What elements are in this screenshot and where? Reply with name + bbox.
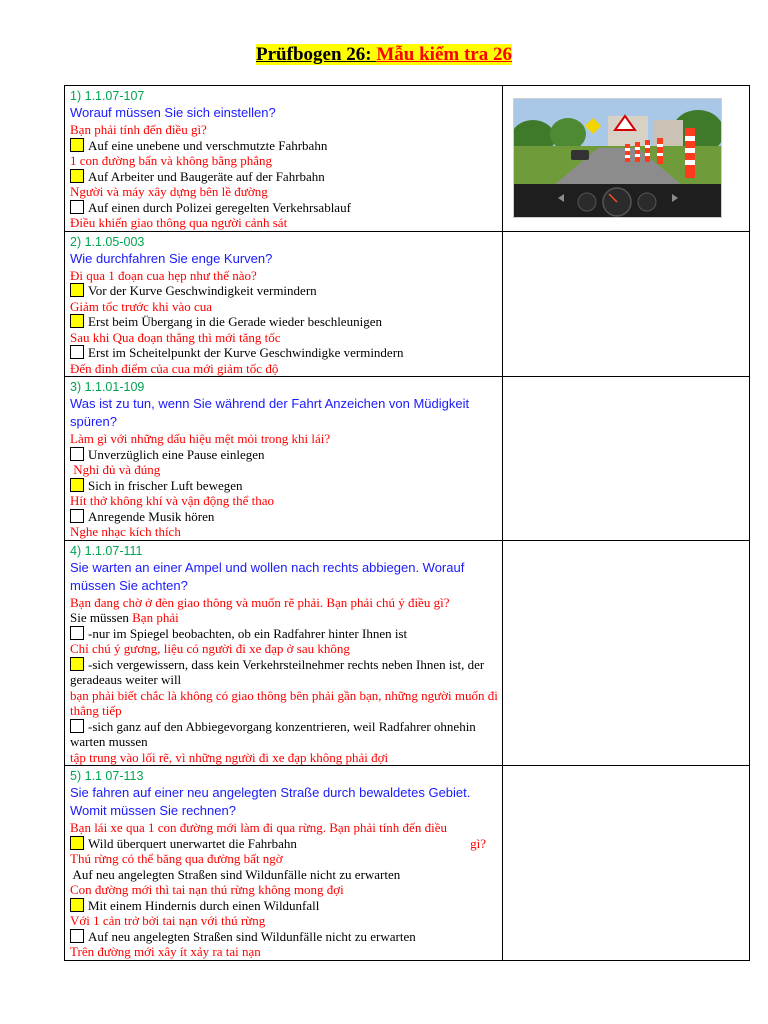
answer-option: Auf einen durch Polizei geregelten Verkehrsablauf	[70, 200, 498, 216]
answer-translation: 1 con đường bẩn và không bằng phẳng	[70, 153, 273, 168]
question-vietnamese: Bạn đang chờ ở đèn giao thông và muốn rẽ phải. Bạn phải chú ý điều gì?	[70, 594, 450, 610]
answer-translation: Nghỉ đủ và đúng	[70, 462, 161, 477]
answer-checkbox-checked[interactable]	[70, 898, 84, 912]
question-cell	[65, 766, 503, 961]
question-row	[65, 766, 750, 961]
answer-checkbox-unchecked[interactable]	[70, 447, 84, 461]
question-cell	[65, 231, 503, 377]
answer-option: Sich in frischer Luft bewegen	[70, 478, 498, 494]
image-cell	[503, 540, 750, 766]
answer-option: Auf neu angelegten Straßen sind Wildunfälle nicht zu erwarten	[70, 929, 498, 945]
answer-translation: Sau khi Qua đoạn thẳng thì mới tăng tốc	[70, 329, 281, 345]
answer-checkbox-unchecked[interactable]	[70, 626, 84, 640]
answer-checkbox-checked[interactable]	[70, 138, 84, 152]
driving-simulator-scene-icon	[513, 98, 722, 218]
image-cell	[503, 766, 750, 961]
answer-checkbox-unchecked[interactable]	[70, 200, 84, 214]
answer-option: -sich vergewissern, dass kein Verkehrsteilnehmer rechts neben Ihnen ist, der geradeaus weiter will	[70, 656, 485, 687]
question-vietnamese: Làm gì với những dấu hiệu mệt mỏi trong khi lái?	[70, 431, 331, 446]
question-cell	[65, 377, 503, 541]
answer-translation: Đến đỉnh điểm của cua mới giảm tốc độ	[70, 360, 279, 376]
question-german: Wie durchfahren Sie enge Kurven?	[70, 250, 273, 266]
answer-option: Anregende Musik hören	[70, 509, 498, 525]
answer-translation: Chỉ chú ý gương, liệu có người đi xe đạp ở sau không	[70, 641, 350, 656]
answer-checkbox-unchecked[interactable]	[70, 345, 84, 359]
answer-translation: Người và máy xây dựng bên lề đường	[70, 184, 268, 199]
question-vietnamese: Bạn lái xe qua 1 con đường mới làm đi qua rừng. Bạn phải tính đến điều	[70, 820, 447, 835]
question-german: Worauf müssen Sie sich einstellen?	[70, 105, 276, 120]
question-cell	[65, 86, 503, 232]
question-vietnamese: Bạn phải tính đến điều gì?	[70, 122, 207, 137]
answer-translation: Nghe nhạc kích thích	[70, 524, 181, 539]
question-number: 2) 1.1.05-003	[70, 234, 145, 249]
answer-translation: Với 1 cản trở bởi tai nạn với thú rừng	[70, 913, 266, 928]
answer-checkbox-unchecked[interactable]	[70, 929, 84, 943]
answer-translation: bạn phải biết chắc là không có giao thông bên phải gần bạn, những người muốn đi thẳng tiếp	[70, 687, 498, 718]
answer-option: -sich ganz auf den Abbiegevorgang konzentrieren, weil Radfahrer ohnehin warten mussen	[70, 718, 476, 749]
title-german: Prüfbogen 26:	[256, 44, 372, 65]
answer-option: Mit einem Hindernis durch einen Wildunfall	[70, 898, 498, 914]
answer-checkbox-unchecked[interactable]	[70, 509, 84, 523]
answer-option: -nur im Spiegel beobachten, ob ein Radfahrer hinter Ihnen ist	[70, 626, 498, 642]
question-number: 5) 1.1 07-113	[70, 769, 144, 783]
question-row	[65, 231, 750, 377]
image-cell	[503, 231, 750, 377]
question-german: Sie fahren auf einer neu angelegten Straße durch bewaldetes Gebiet. Womit müssen Sie rechnen?	[70, 785, 471, 818]
question-vietnamese: Đi qua 1 đoạn cua hẹp như thế nào?	[70, 267, 257, 283]
question-vietnamese-tail: gì?	[470, 835, 486, 851]
answer-checkbox-unchecked[interactable]	[70, 719, 84, 733]
answer-translation: Hít thở không khí và vận động thể thao	[70, 493, 275, 508]
answer-option: Auf neu angelegten Straßen sind Wildunfälle nicht zu erwarten	[70, 866, 401, 882]
question-german: Was ist zu tun, wenn Sie während der Fahrt Anzeichen von Müdigkeit spüren?	[70, 396, 470, 429]
answer-checkbox-checked[interactable]	[70, 836, 84, 850]
question-number: 3) 1.1.01-109	[70, 380, 145, 394]
title-vietnamese: Mẫu kiểm tra 26	[376, 44, 512, 65]
answer-translation: tập trung vào lối rẽ, vì những người đi xe đạp không phải đợi	[70, 749, 389, 765]
question-row	[65, 377, 750, 541]
answer-checkbox-checked[interactable]	[70, 478, 84, 492]
page-title	[0, 44, 768, 66]
answer-translation: Con đường mới thì tai nạn thú rừng không mong đợi	[70, 882, 344, 897]
question-number: 4) 1.1.07-111	[70, 543, 143, 558]
answer-option: Auf Arbeiter und Baugeräte auf der Fahrbahn	[70, 169, 498, 185]
answer-checkbox-checked[interactable]	[70, 314, 84, 328]
answer-translation: Điều khiển giao thông qua người cảnh sát	[70, 215, 288, 230]
question-row	[65, 540, 750, 766]
answer-translation: Trên đường mới xây ít xảy ra tai nạn	[70, 944, 261, 959]
answer-option: Vor der Kurve Geschwindigkeit vermindern	[70, 283, 498, 299]
answer-checkbox-checked[interactable]	[70, 283, 84, 297]
answer-translation: Thú rừng có thể băng qua đường bất ngờ	[70, 851, 283, 866]
answer-checkbox-checked[interactable]	[70, 657, 84, 671]
question-number: 1) 1.1.07-107	[70, 89, 145, 103]
answer-option: Unverzüglich eine Pause einlegen	[70, 447, 498, 463]
answer-option: Erst beim Übergang in die Gerade wieder beschleunigen	[70, 314, 498, 330]
question-cell	[65, 540, 503, 766]
answer-intro: Sie müssen Bạn phải	[70, 610, 179, 625]
answer-translation: Giảm tốc trước khi vào cua	[70, 298, 213, 314]
answer-option: Wild überquert unerwartet die Fahrbahn gì?	[70, 836, 498, 852]
question-german: Sie warten an einer Ampel und wollen nach rechts abbiegen. Worauf müssen Sie achten?	[70, 559, 465, 593]
image-cell	[503, 377, 750, 541]
answer-checkbox-checked[interactable]	[70, 169, 84, 183]
answer-option: Erst im Scheitelpunkt der Kurve Geschwindigke vermindern	[70, 345, 498, 361]
answer-option: Auf eine unebene und verschmutzte Fahrbahn	[70, 138, 498, 154]
